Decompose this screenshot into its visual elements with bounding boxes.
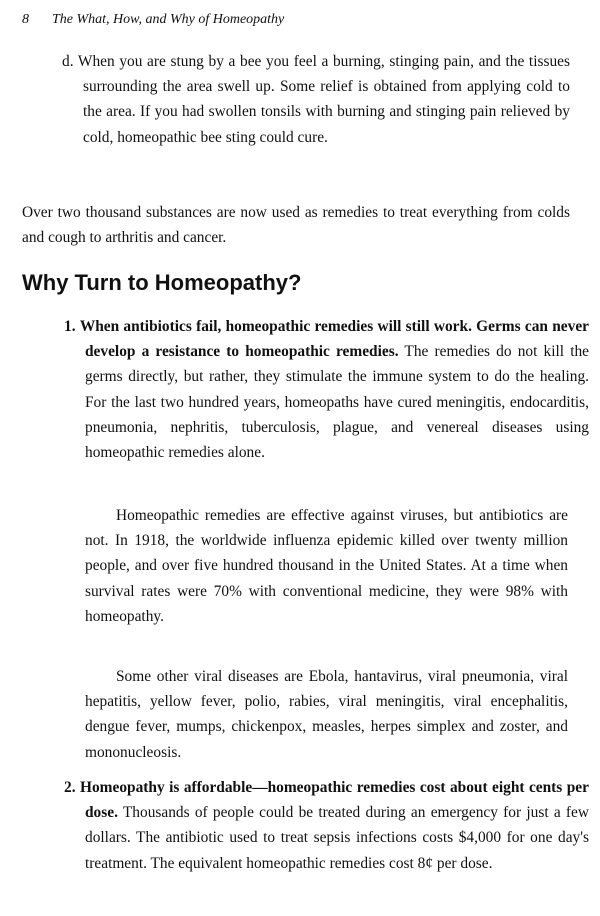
numbered-point-2 [64, 775, 589, 876]
point-marker: 2. [64, 779, 76, 796]
list-item-d [62, 49, 570, 150]
body-paragraph: Over two thousand substances are now used as remedies to treat everything from colds and cough to arthritis and cancer. [22, 204, 570, 247]
point-lead-text: When antibiotics fail, homeopathic remedies will still work. Germs can never develop a resistance to homeopathic remedies. [79, 318, 589, 361]
running-title: The What, How, and Why of Homeopathy [52, 12, 285, 27]
point-1-paragraph-2: Homeopathic remedies are effective against viruses, but antibiotics are not. In 1918, the worldwide influenza epidemic killed over twenty million people, and over five hundred thousand in the United States. At a time when survival rates were 70% with conventional medicine, they were 98% with homeopathy. [85, 507, 568, 625]
point-text: Thousands of people could be treated during an emergency for just a few dollars. The antibiotic used to treat sepsis infections costs $4,000 for one day's treatment. The equivalent homeopathic remedies cost 8¢ per dose. [85, 804, 589, 872]
point-marker: 1. [64, 318, 76, 335]
list-marker: d. [62, 53, 74, 70]
numbered-point-1 [64, 314, 589, 465]
running-header [22, 12, 284, 28]
point-1-paragraph-3: Some other viral diseases are Ebola, hantavirus, viral pneumonia, viral hepatitis, yellow fever, polio, rabies, viral meningitis, viral encephalitis, dengue fever, mumps, chickenpox, measles, herpes simplex and zoster, and mononucleosis. [85, 668, 568, 761]
page-number: 8 [22, 12, 29, 27]
point-text: The remedies do not kill the germs directly, but rather, they stimulate the immune system to do the healing. For the last two hundred years, homeopaths have cured meningitis, endocarditis, pneumonia, nephritis, tuberculosis, plague, and venereal diseases using homeopathic remedies alone. [85, 343, 589, 462]
point-lead-text: Homeopathy is affordable—homeopathic remedies cost about eight cents per dose. [80, 779, 589, 822]
list-item-text: When you are stung by a bee you feel a burning, stinging pain, and the tissues surrounding the area swell up. Some relief is obtained from applying cold to the area. If you had swollen tonsils with burning and stinging pain relieved by cold, homeopathic bee sting could cure. [77, 53, 570, 146]
section-heading: Why Turn to Homeopathy? [22, 270, 302, 295]
